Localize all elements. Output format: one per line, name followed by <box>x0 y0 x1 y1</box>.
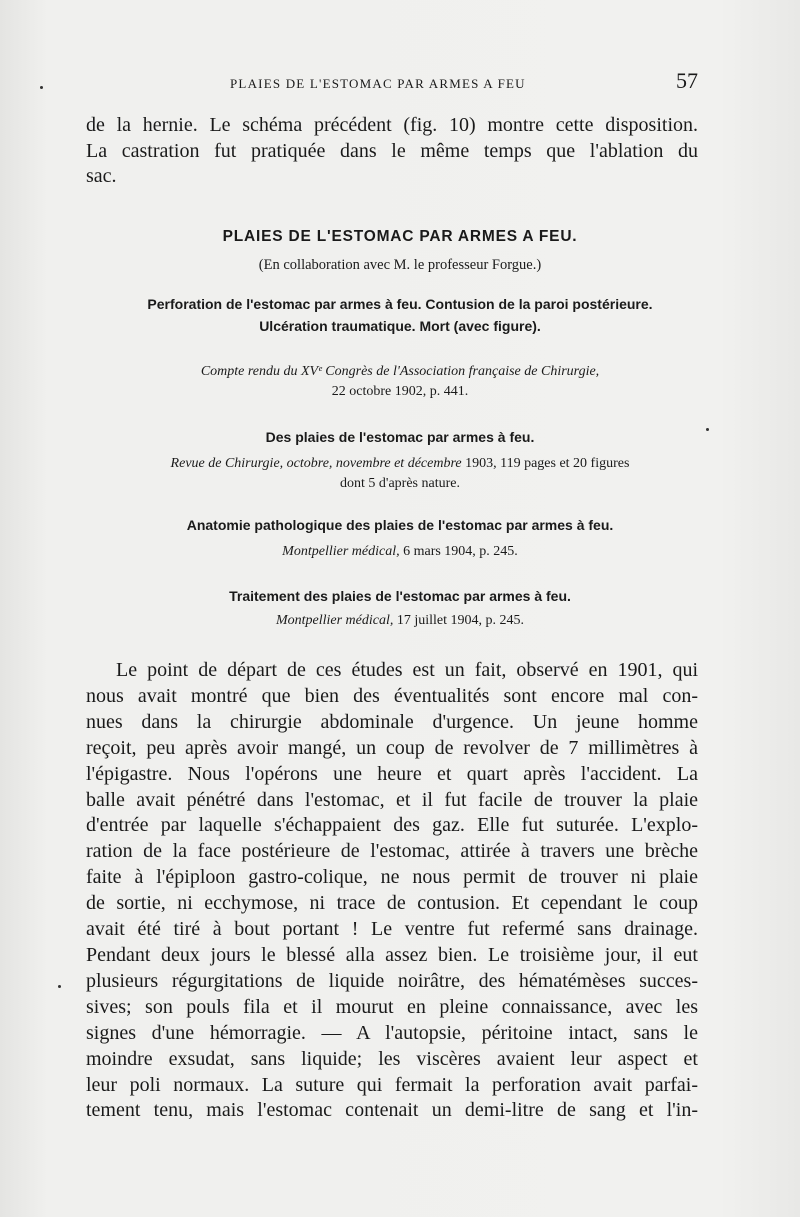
scan-speck <box>40 86 43 89</box>
reference-source: Montpellier médical, <box>275 613 394 628</box>
text-line: sac. <box>86 165 117 187</box>
main-paragraph <box>86 658 698 1124</box>
title-line: Des plaies de l'estomac par armes à feu. <box>265 429 535 445</box>
publication-title <box>80 426 720 448</box>
reference-source: Revue de Chirurgie, octobre, novembre et décembre <box>170 456 462 471</box>
scan-speck <box>58 985 61 988</box>
title-line: Traitement des plaies de l'estomac par armes à feu. <box>229 588 571 604</box>
text-line: l'épigastre. Nous l'opérons une heure et quart après l'accident. La <box>86 762 698 785</box>
text-line: reçoit, peu après avoir mangé, un coup de revolver de 7 millimètres à <box>86 736 698 759</box>
publication-reference <box>80 454 720 494</box>
reference-details: 17 juillet 1904, p. 245. <box>396 613 525 628</box>
text-line: leur poli normaux. La suture qui fermait la perforation avait parfai- <box>86 1073 698 1096</box>
reference-details: 6 mars 1904, p. 245. <box>403 544 518 559</box>
title-line: Anatomie pathologique des plaies de l'estomac par armes à feu. <box>186 517 614 533</box>
section-title: PLAIES DE L'ESTOMAC PAR ARMES A FEU. <box>222 228 578 245</box>
text-line: Le point de départ de ces études est un fait, observé en 1901, qui <box>116 659 698 681</box>
reference-source: Montpellier médical, <box>282 544 400 559</box>
publication-title <box>80 514 720 536</box>
reference-details: 22 octobre 1902, p. 441. <box>331 384 469 399</box>
text-line: sives; son pouls fila et il mourut en pleine connaissance, avec les <box>86 995 698 1018</box>
text-line: La castration fut pratiquée dans le même temps que l'ablation du <box>86 139 698 162</box>
text-line: avait été tiré à bout portant ! Le ventre fut refermé sans drainage. <box>86 918 698 941</box>
title-line: Ulcération traumatique. Mort (avec figure). <box>259 318 541 334</box>
publication-title <box>80 293 720 337</box>
publication-reference <box>80 611 720 631</box>
text-line: ration de la face postérieure de l'estomac, attirée à travers une brèche <box>86 840 698 863</box>
text-line: signes d'une hémorragie. — A l'autopsie, péritoine intact, sans le <box>86 1021 698 1044</box>
page-number: 57 <box>676 68 698 93</box>
reference-details: 1903, 119 pages et 20 figures <box>465 456 630 471</box>
reference-source: Compte rendu du XVᵉ Congrès de l'Association française de Chirurgie, <box>200 364 600 379</box>
text-line: faite à l'épiploon gastro-colique, ne nous permit de trouver ni plaie <box>86 866 698 889</box>
section-collaboration: (En collaboration avec M. le professeur Forgue.) <box>258 257 542 273</box>
text-line: d'entrée par laquelle s'échappaient des gaz. Elle fut suturée. L'explo- <box>86 814 698 837</box>
text-line: Pendant deux jours le blessé alla assez bien. Le troisième jour, il eut <box>86 943 698 966</box>
publication-reference <box>80 542 720 562</box>
publication-reference <box>80 362 720 402</box>
page-header <box>0 68 800 98</box>
publication-title <box>80 585 720 607</box>
text-line: balle avait pénétré dans l'estomac, et il fut facile de trouver la plaie <box>86 788 698 811</box>
text-line: moindre exsudat, sans liquide; les viscères avaient leur aspect et <box>86 1047 698 1070</box>
text-line: de sortie, ni ecchymose, ni trace de contusion. Et cependant le coup <box>86 892 698 915</box>
text-line: de la hernie. Le schéma précédent (fig. 10) montre cette disposition. <box>86 114 698 136</box>
text-line: nues dans la chirurgie abdominale d'urgence. Un jeune homme <box>86 710 698 733</box>
text-line: nous avait montré que bien des éventualités sont encore mal con- <box>86 684 698 707</box>
title-line: Perforation de l'estomac par armes à feu. Contusion de la paroi postérieure. <box>147 296 653 312</box>
running-title: PLAIES DE L'ESTOMAC PAR ARMES A FEU <box>230 76 526 91</box>
text-line: plusieurs régurgitations de liquide noirâtre, des hématémèses succes- <box>86 969 698 992</box>
intro-paragraph <box>86 113 698 190</box>
reference-details-cont: dont 5 d'après nature. <box>340 476 460 491</box>
text-line: tement tenu, mais l'estomac contenait un demi-litre de sang et l'in- <box>86 1099 698 1122</box>
